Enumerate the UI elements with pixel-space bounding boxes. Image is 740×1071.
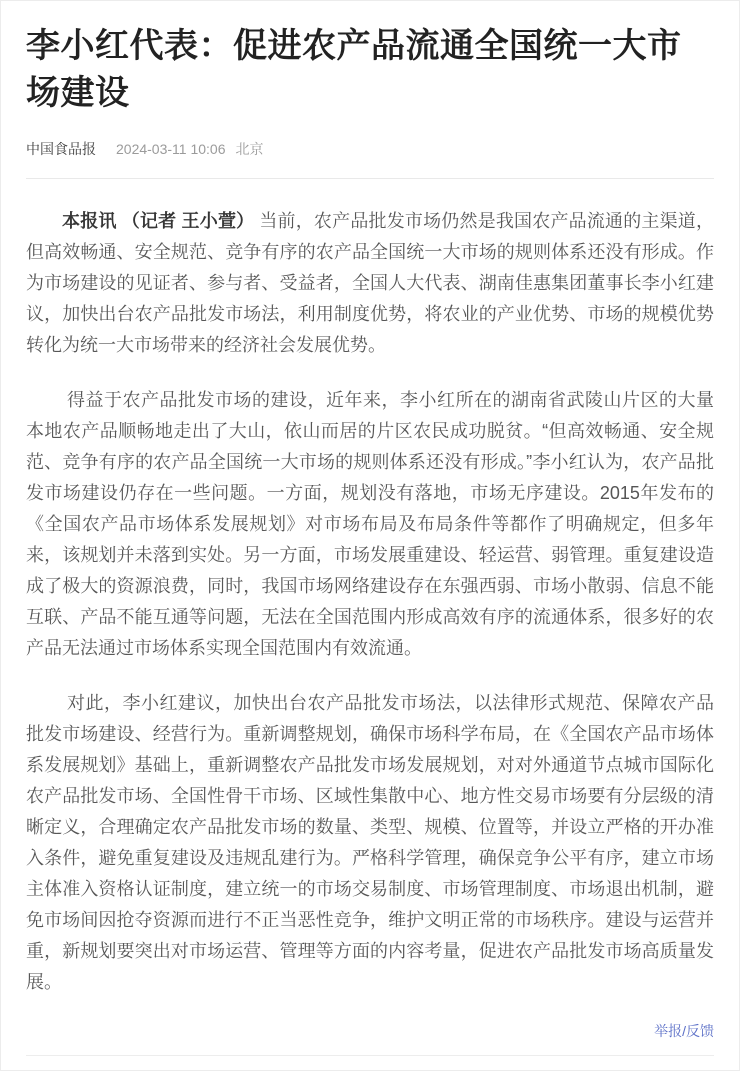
paragraph-3 — [26, 688, 714, 998]
publish-datetime: 2024-03-11 10:06 — [116, 141, 226, 157]
paragraph-2-text: 得益于农产品批发市场的建设，近年来，李小红所在的湖南省武陵山片区的大量本地农产品顺畅地走出了大山，依山而居的片区农民成功脱贫。“但高效畅通、安全规范、竞争有序的农产品全国统一大市场的规则体系还没有形成。”李小红认为，农产品批发市场建设仍存在一些问题。一方面，规划没有落地，市场无序建设。2015年发布的《全国农产品市场体系发展规划》对市场布局及布局条件等都作了明确规定，但多年来，该规划并未落到实处。另一方面，市场发展重建设、轻运营、弱管理。重复建设造成了极大的资源浪费，同时，我国市场网络建设存在东强西弱、市场小散弱、信息不能互联、产品不能互通等问题，无法在全国范围内形成高效有序的流通体系，很多好的农产品无法通过市场体系实现全国范围内有效流通。 — [26, 390, 714, 658]
paragraph-3-text: 对此，李小红建议，加快出台农产品批发市场法，以法律形式规范、保障农产品批发市场建设、经营行为。重新调整规划，确保市场科学布局，在《全国农产品市场体系发展规划》基础上，重新调整农产品批发市场发展规划，对对外通道节点城市国际化农产品批发市场、全国性骨干市场、区域性集散中心、地方性交易市场要有分层级的清晰定义，合理确定农产品批发市场的数量、类型、规模、位置等，并设立严格的开办准入条件，避免重复建设及违规乱建行为。严格科学管理，确保竞争公平有序，建立市场主体准入资格认证制度，建立统一的市场交易制度、市场管理制度、市场退出机制，避免市场间因抢夺资源而进行不正当恶性竞争，维护文明正常的市场秩序。建设与运营并重，新规划要突出对市场运营、管理等方面的内容考量，促进农产品批发市场高质量发展。 — [26, 693, 714, 992]
paragraph-1-text: 当前，农产品批发市场仍然是我国农产品流通的主渠道，但高效畅通、安全规范、竞争有序的农产品全国统一大市场的规则体系还没有形成。作为市场建设的见证者、参与者、受益者，全国人大代表、湖南佳惠集团董事长李小红建议，加快出台农产品批发市场法，利用制度优势，将农业的产业优势、市场的规模优势转化为统一大市场带来的经济社会发展优势。 — [26, 211, 714, 355]
paragraph-1-bold-lead: 本报讯 （记者 王小萱） — [62, 211, 255, 231]
report-feedback-link[interactable]: 举报/反馈 — [654, 1023, 714, 1039]
paragraph-1 — [26, 206, 714, 361]
bottom-divider — [26, 1055, 714, 1056]
byline — [26, 141, 714, 157]
article-body — [26, 179, 714, 998]
article-title: 李小红代表：促进农产品流通全国统一大市场建设 — [26, 27, 682, 112]
publisher-name-link[interactable]: 中国食品报 — [26, 141, 96, 157]
paragraph-2 — [26, 385, 714, 664]
publish-location: 北京 — [235, 141, 264, 157]
footer-row — [26, 1022, 714, 1040]
